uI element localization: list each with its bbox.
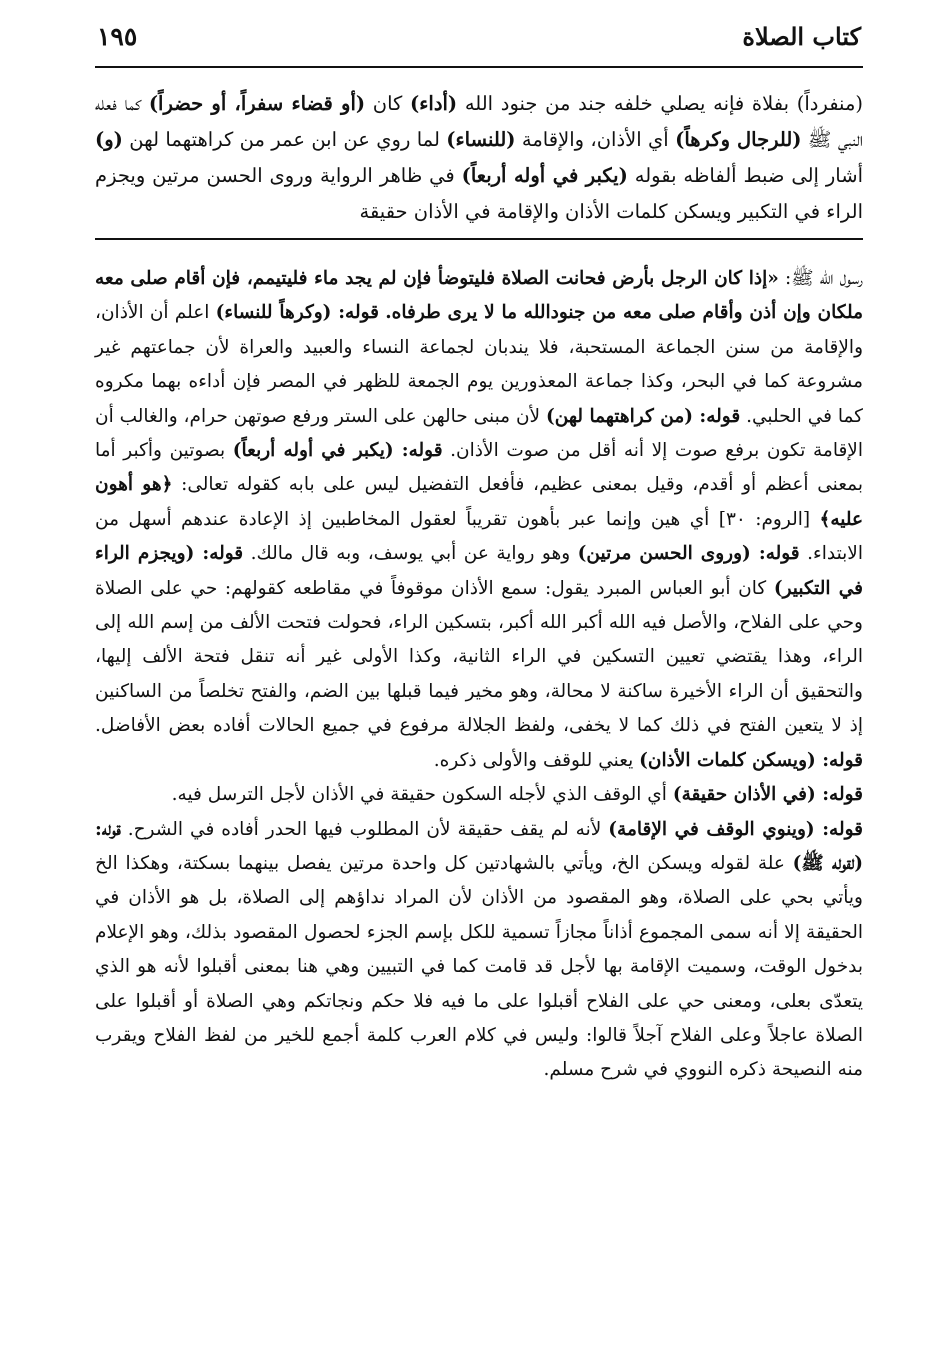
running-title: كتاب الصلاة xyxy=(742,22,861,51)
commentary-bold-phrase: قوله: (ويسكن كلمات الأذان) xyxy=(639,749,863,771)
commentary-bold-phrase: قوله: (من كراهتهما لهن) xyxy=(546,405,741,427)
commentary-text-run: لأنه لم يقف حقيقة لأن المطلوب فيها الحدر أفاده في الشرح. xyxy=(120,818,609,840)
main-text-run: (منفرداً) بفلاة فإنه يصلي خلفه جند من جنود الله xyxy=(457,92,863,115)
main-text-run: أي الأذان، والإقامة xyxy=(515,128,676,151)
main-text-run: كان xyxy=(365,92,410,115)
commentary-text-run: رسول الله ﷺ: xyxy=(778,268,864,289)
commentary-bold-phrase: قوله: (ويجزم الراء في التكبير) xyxy=(95,543,863,599)
commentary-bold-phrase: ﴿هو أهون عليه﴾ xyxy=(95,474,863,530)
commentary-bold-phrase: قوله: (وينوي الوقف في الإقامة) xyxy=(608,818,863,840)
book-page xyxy=(95,22,863,1088)
commentary-text-run: لأن مبنى حالهن على الستر ورفع صوتهن حرام، والغالب أن الإقامة تكون برفع صوت إلا أنه أقل من صوت الأذان. xyxy=(94,405,863,462)
commentary-text-run: اعلم أن الأذان، والإقامة من سنن الجماعة المستحبة، فلا يندبان لجماعة النساء والعبيد والعراة لأن جماعتهم غير مشروعة كما في البحر، وكذا جماعة المعذورين يوم الجمعة للظهر في المصر فإن أداءه بهما مكروه كما في الحلبي. xyxy=(95,302,864,427)
commentary-paragraph xyxy=(95,778,863,812)
page-number: ١٩٥ xyxy=(97,22,138,51)
commentary-bold-phrase: قوله: (في الأذان حقيقة) xyxy=(672,784,863,806)
main-text-run: لما روي عن ابن عمر من كراهتهما لهن xyxy=(122,128,447,151)
commentary-text-run: بصوتين وأكبر أما بمعنى أعظم أو أقدم، وقيل بمعنى عظيم، فأفعل التفضيل ليس على بابه كقوله تعالى: xyxy=(95,440,863,496)
commentary-bold-phrase: قوله: (وروى الحسن مرتين) xyxy=(577,543,800,565)
commentary-text-run: وهو رواية عن أبي يوسف، وبه قال مالك. xyxy=(243,543,578,565)
main-text-run: في ظاهر الرواية وروى الحسن مرتين ويجزم الراء في التكبير ويسكن كلمات الأذان والإقامة في الأذان حقيقة xyxy=(95,164,863,223)
page-header xyxy=(95,22,863,68)
commentary-text-run: [الروم: ٣٠] أي هين وإنما عبر بأهون تقريباً لعقول المخاطبين إذ الإعادة عندهم أسهل من الابتداء. xyxy=(95,508,864,565)
commentary-paragraph xyxy=(95,262,863,778)
main-bold-phrase: (و) xyxy=(95,128,123,151)
commentary-text-run: كان أبو العباس المبرد يقول: سمع الأذان موقوفاً في مقاطعه كقولهم: حي على الصلاة وحي على الفلاح، والأصل فيه الله أكبر الله أكبر، بتسكين الراء، فحولت فتحت الألف من إسم الله إلى الراء، وهذا يقتضي تعيين التسكين في الراء الثانية، وكذا الأولى غير أنه تنقل فتحة الألف إليها، والتحقيق أن الراء الأخيرة ساكنة لا محالة، وهو مخير فيما قبلها بين الضم، والفتح تخلصاً من الساكنين إذ لا يتعين الفتح في ذلك كما لا يخفى، ولفظ الجلالة مرفوع في جميع الحالات أفاده بعض الأفاضل. xyxy=(95,577,863,737)
main-text-paragraph xyxy=(95,86,863,230)
commentary-bold-phrase: قوله: (يكبر في أوله أربعاً) xyxy=(232,440,443,462)
main-bold-phrase: (للرجال وكرهاً) xyxy=(675,128,802,151)
text-separator-line xyxy=(95,238,863,240)
commentary-bold-phrase: قوله: (لقوله ﷺ) xyxy=(95,818,863,874)
main-bold-phrase: (أو قضاء سفراً، أو حضراً) xyxy=(148,92,366,115)
main-bold-phrase: (يكبر في أوله أربعاً) xyxy=(461,164,628,187)
commentary-text-run: يعني للوقف والأولى ذكره. xyxy=(433,749,640,771)
main-text-run: أشار إلى ضبط ألفاظه بقوله xyxy=(627,164,863,187)
main-bold-phrase: (أداء) xyxy=(410,92,458,115)
commentary-bold-phrase: قوله: (وكرهاً للنساء) xyxy=(215,302,379,324)
main-bold-phrase: (للنساء) xyxy=(446,128,516,151)
commentary-text-run: أي الوقف الذي لأجله السكون حقيقة في الأذان لأجل الترسل فيه. xyxy=(171,784,673,806)
main-text xyxy=(95,86,863,230)
commentary-text-run: علة لقوله ويسكن الخ، ويأتي بالشهادتين كل واحدة مرتين يفصل بينهما بسكتة، وهكذا الخ ويأتي بحي على الصلاة، وهو المقصود من الأذان لأن المراد نداؤهم إلى الصلاة، بل هو الأذان في الحقيقة إلا أنه سمى المجموع أذاناً مجازاً تسمية للكل بإسم الجزء لحصول المقصود بذلك، وهو الإعلام بدخول الوقت، وسميت الإقامة بها لأجل قد قامت كما في التبيين وهي هنا بمعنى أقبلوا لأنه هو الذي يتعدّى بعلى، ومعنى حي على الفلاح أقبلوا على ما فيه فلا حكم ونجاتكم وهي الصلاة أو أقبلوا على الصلاة عاجلاً وعلى الفلاح آجلاً قالوا: وليس في كلام العرب كلمة أجمع للخير من لفظ الفلاح ويقرب منه النصيحة ذكره النووي في شرح مسلم. xyxy=(95,852,863,1081)
main-text-run: كما فعله النبي ﷺ xyxy=(95,92,863,151)
commentary-bold-phrase: «إذا كان الرجل بأرض فحانت الصلاة فليتوضأ فإن لم يجد ماء فليتيمم، فإن أقام صلى معه ملكان وإن أذن وأقام صلى معه من جنودالله ما لا يرى طرفاه. xyxy=(95,268,863,324)
commentary xyxy=(95,262,863,1088)
commentary-paragraph xyxy=(95,813,863,1088)
